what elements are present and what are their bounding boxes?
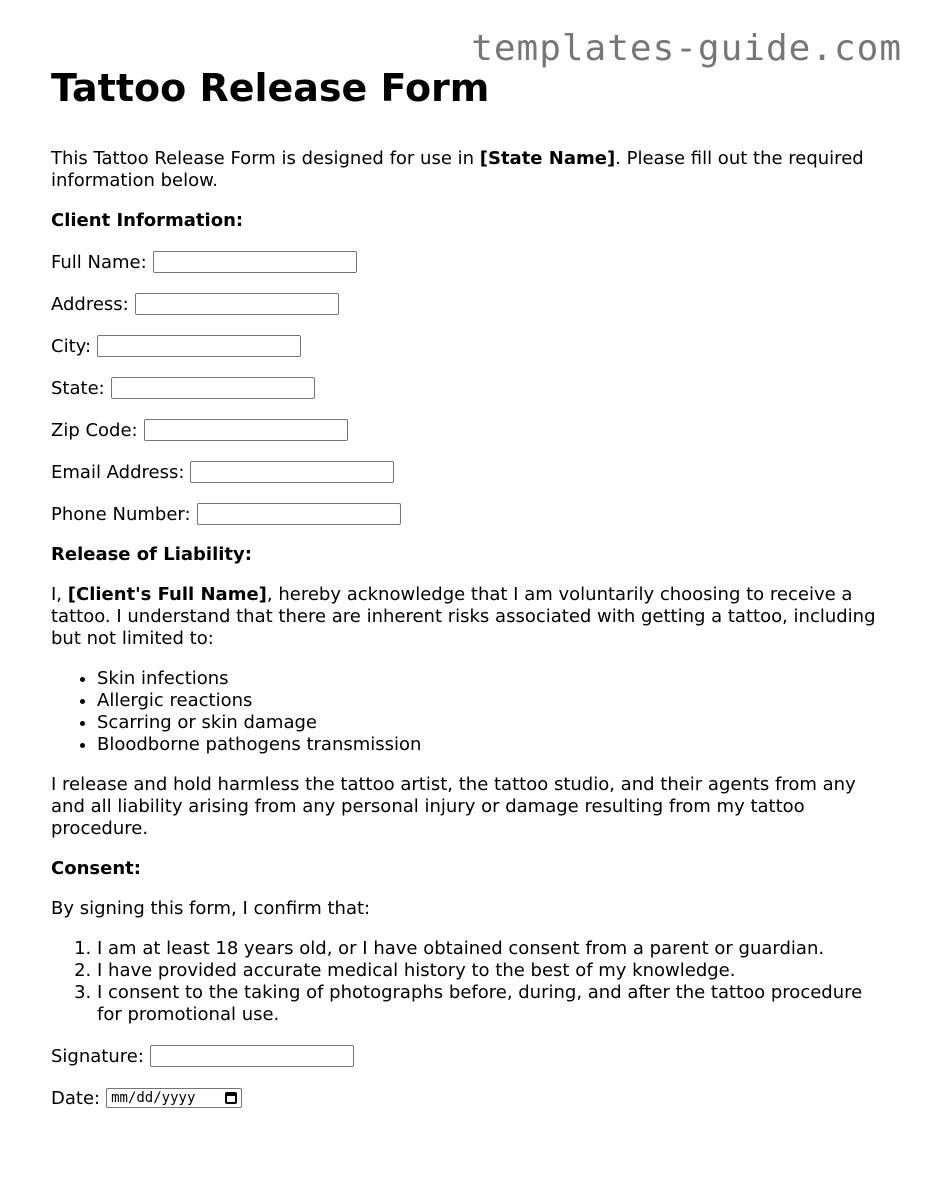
signature-input[interactable] — [150, 1045, 354, 1067]
zip-code-row — [51, 418, 891, 442]
phone-input[interactable] — [197, 503, 401, 525]
full-name-input[interactable] — [153, 251, 357, 273]
signature-label: Signature: — [51, 1045, 144, 1067]
address-input[interactable] — [135, 293, 339, 315]
consent-heading: Consent: — [51, 858, 141, 879]
email-input[interactable] — [190, 461, 394, 483]
risk-item: • Allergic reactions — [97, 690, 891, 712]
liability-text-start: I, — [51, 584, 68, 605]
zip-code-input[interactable] — [144, 419, 348, 441]
city-input[interactable] — [97, 335, 301, 357]
address-label: Address: — [51, 293, 129, 315]
city-label: City: — [51, 335, 92, 357]
date-row — [51, 1086, 891, 1110]
risk-item: • Skin infections — [97, 668, 891, 690]
signature-row — [51, 1044, 891, 1068]
date-label: Date: — [51, 1087, 101, 1109]
consent-item: 3. I consent to the taking of photographs before, during, and after the tattoo procedure for promotional use. — [97, 982, 891, 1026]
date-input[interactable] — [106, 1088, 242, 1108]
risks-list — [51, 668, 891, 756]
liability-paragraph — [51, 584, 891, 650]
watermark: templates-guide.com — [471, 28, 902, 69]
state-row — [51, 376, 891, 400]
state-label: State: — [51, 377, 105, 399]
form-document — [51, 62, 891, 1128]
risk-item: • Scarring or skin damage — [97, 712, 891, 734]
liability-heading: Release of Liability: — [51, 544, 252, 565]
liability-text-end: , hereby acknowledge that I am voluntarily choosing to receive a tattoo. I understand that there are inherent risks associated with getting a tattoo, including but not limited to: — [51, 584, 876, 649]
intro-paragraph — [51, 148, 891, 192]
consent-intro: By signing this form, I confirm that: — [51, 898, 371, 919]
phone-label: Phone Number: — [51, 503, 191, 525]
risk-item: • Bloodborne pathogens transmission — [97, 734, 891, 756]
email-label: Email Address: — [51, 461, 185, 483]
city-row — [51, 334, 891, 358]
full-name-label: Full Name: — [51, 251, 147, 273]
email-row — [51, 460, 891, 484]
calendar-icon[interactable] — [225, 1092, 237, 1104]
page-title: Tattoo Release Form — [51, 66, 490, 110]
date-placeholder: mm/dd/yyyy — [111, 1090, 196, 1106]
address-row — [51, 292, 891, 316]
intro-text: This Tattoo Release Form is designed for use in — [51, 148, 480, 169]
consent-item: 1. I am at least 18 years old, or I have obtained consent from a parent or guardian. — [97, 938, 891, 960]
full-name-row — [51, 250, 891, 274]
zip-code-label: Zip Code: — [51, 419, 138, 441]
phone-row — [51, 502, 891, 526]
client-name-placeholder: [Client's Full Name] — [67, 584, 267, 605]
state-input[interactable] — [111, 377, 315, 399]
intro-text-end: . Please fill out the required information below. — [51, 148, 864, 191]
state-name-placeholder: [State Name] — [479, 148, 616, 169]
consent-item: 2. I have provided accurate medical history to the best of my knowledge. — [97, 960, 891, 982]
release-paragraph: I release and hold harmless the tattoo artist, the tattoo studio, and their agents from any and all liability arising from any personal injury or damage resulting from my tattoo procedure. — [51, 774, 856, 839]
client-info-heading: Client Information: — [51, 210, 244, 231]
consent-list — [51, 938, 891, 1026]
